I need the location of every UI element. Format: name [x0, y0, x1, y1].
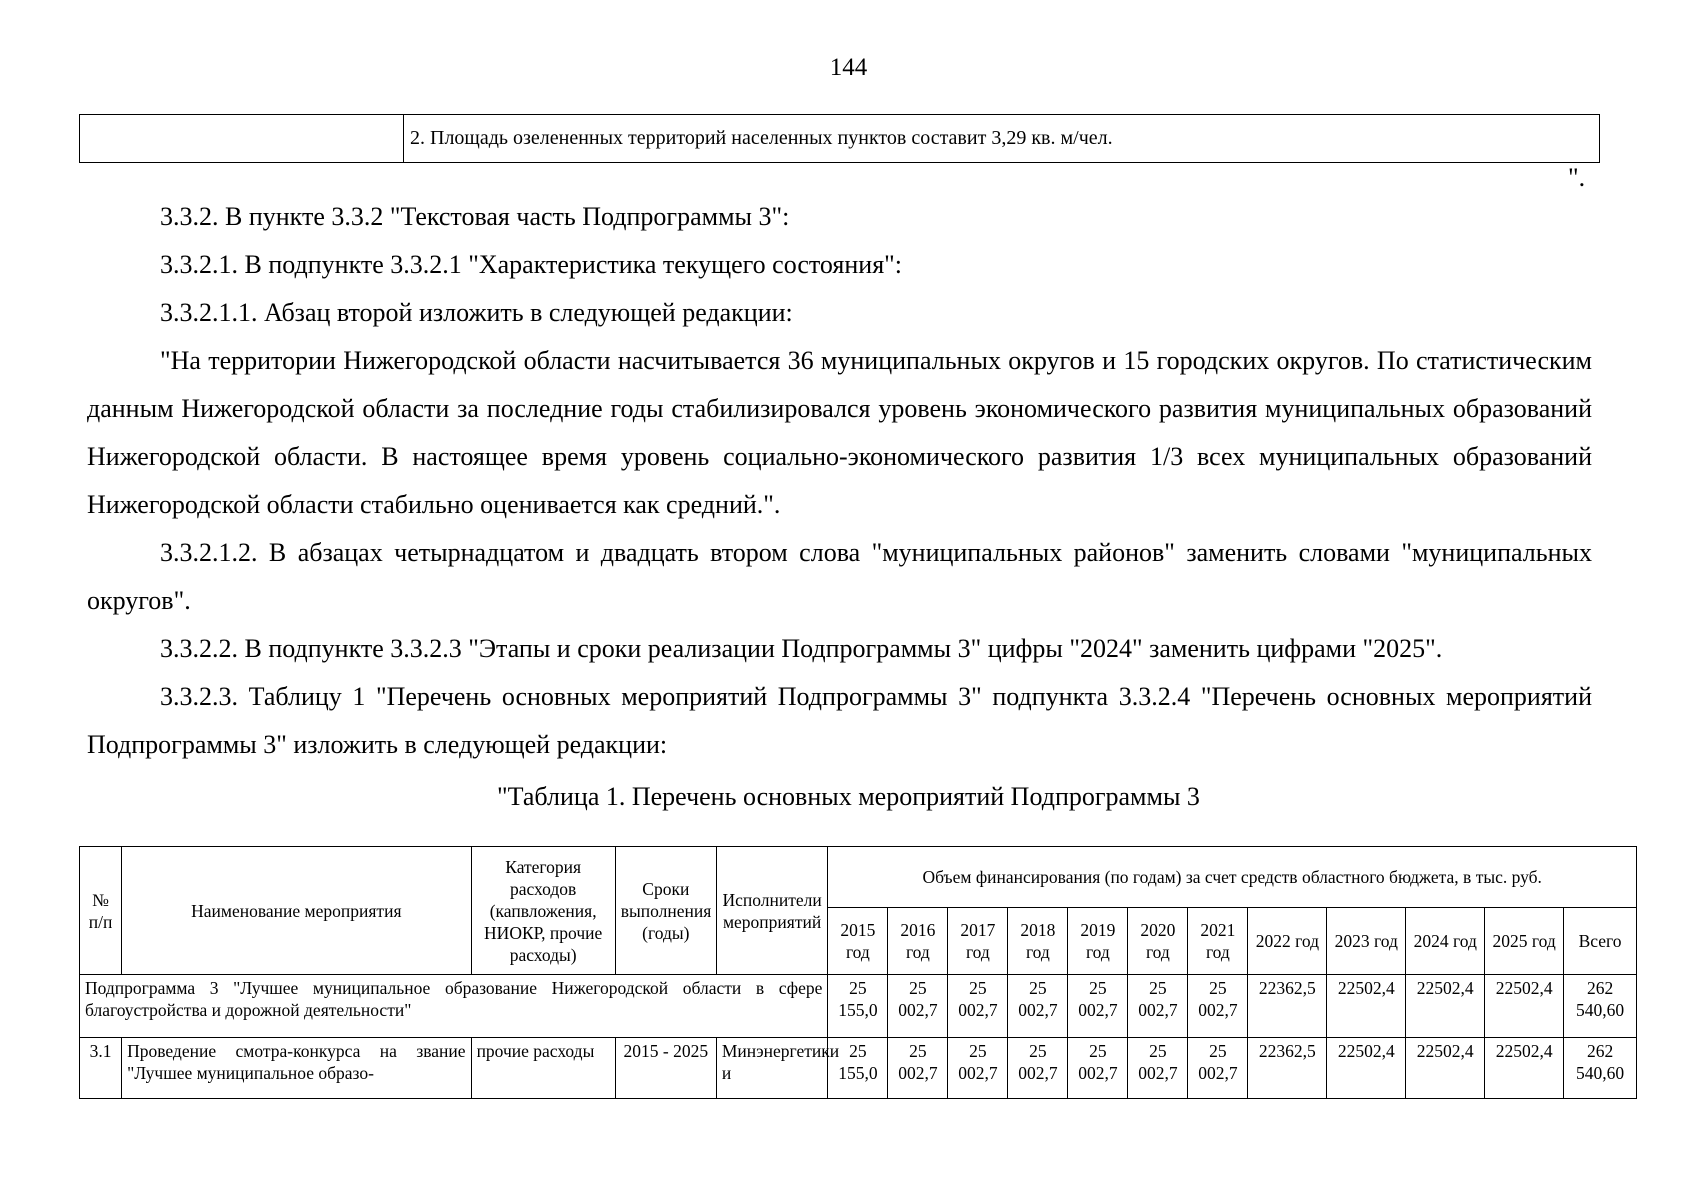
- table-row: [80, 1038, 1637, 1099]
- paragraph: 3.3.2.1. В подпункте 3.3.2.1 "Характеристика текущего состояния":: [160, 250, 903, 279]
- value-cell: 25 002,7: [1068, 1038, 1128, 1099]
- value-cell: 22502,4: [1406, 975, 1485, 1038]
- page-number: 144: [829, 54, 868, 81]
- value-cell: 22502,4: [1406, 1038, 1485, 1099]
- value-cell: 25 002,7: [1188, 1038, 1248, 1099]
- paragraph: 3.3.2.1.2. В абзацах четырнадцатом и двадцать втором слова "муниципальных районов" заменить словами "муниципальных округов".: [87, 538, 1592, 615]
- table-caption: "Таблица 1. Перечень основных мероприятий Подпрограммы 3: [497, 782, 1200, 811]
- document-body: [87, 193, 1592, 769]
- row-executors: Минэнергетики и: [716, 1038, 828, 1099]
- table-header-row: [80, 847, 1637, 908]
- value-cell: 25 002,7: [1128, 1038, 1188, 1099]
- value-cell: 22362,5: [1248, 1038, 1327, 1099]
- value-cell: 25 002,7: [1068, 975, 1128, 1038]
- measures-table: [79, 846, 1637, 1099]
- value-cell: 25 002,7: [888, 975, 948, 1038]
- header-terms: Сроки выполнения (годы): [615, 847, 716, 975]
- header-name: Наименование мероприятия: [122, 847, 471, 975]
- value-cell: 22502,4: [1485, 975, 1564, 1038]
- header-year: 2023 год: [1327, 908, 1406, 975]
- value-cell: 25 002,7: [948, 1038, 1008, 1099]
- header-year: 2019 год: [1068, 908, 1128, 975]
- row-num: 3.1: [80, 1038, 122, 1099]
- empty-cell: [80, 115, 404, 163]
- row-terms: 2015 - 2025: [615, 1038, 716, 1099]
- paragraph: 3.3.2.3. Таблицу 1 "Перечень основных мероприятий Подпрограммы 3" подпункта 3.3.2.4 "Перечень основных мероприятий Подпрограммы 3" изложить в следующей редакции:: [87, 682, 1592, 759]
- value-cell: 25 155,0: [828, 1038, 888, 1099]
- header-category: Категория расходов (капвложения, НИОКР, прочие расходы): [471, 847, 615, 975]
- paragraph: 3.3.2. В пункте 3.3.2 "Текстовая часть Подпрограммы 3":: [160, 202, 790, 231]
- total-cell: 262 540,60: [1564, 1038, 1637, 1099]
- header-num: № п/п: [80, 847, 122, 975]
- indicator-cell: 2. Площадь озелененных территорий населенных пунктов составит 3,29 кв. м/чел.: [404, 115, 1600, 163]
- header-financing: Объем финансирования (по годам) за счет средств областного бюджета, в тыс. руб.: [828, 847, 1637, 908]
- table-row: [80, 115, 1600, 163]
- header-year: 2024 год: [1406, 908, 1485, 975]
- value-cell: 25 002,7: [948, 975, 1008, 1038]
- total-cell: 262 540,60: [1564, 975, 1637, 1038]
- header-year: 2015 год: [828, 908, 888, 975]
- subprogram-title: Подпрограмма 3 "Лучшее муниципальное образование Нижегородской области в сфере благоустройства и дорожной деятельности": [80, 975, 828, 1038]
- value-cell: 25 002,7: [1008, 975, 1068, 1038]
- header-year: 2025 год: [1485, 908, 1564, 975]
- value-cell: 25 002,7: [1188, 975, 1248, 1038]
- header-year: 2020 год: [1128, 908, 1188, 975]
- paragraph: 3.3.2.2. В подпункте 3.3.2.3 "Этапы и сроки реализации Подпрограммы 3" цифры "2024" заменить цифрами "2025".: [160, 634, 1443, 663]
- header-year: 2016 год: [888, 908, 948, 975]
- header-total: Всего: [1564, 908, 1637, 975]
- row-name: Проведение смотра-конкурса на звание "Лучшее муниципальное образо-: [122, 1038, 471, 1099]
- paragraph: 3.3.2.1.1. Абзац второй изложить в следующей редакции:: [160, 298, 793, 327]
- value-cell: 22502,4: [1485, 1038, 1564, 1099]
- header-year: 2018 год: [1008, 908, 1068, 975]
- header-executors: Исполнители мероприятий: [716, 847, 828, 975]
- subprogram-row: [80, 975, 1637, 1038]
- value-cell: 22502,4: [1327, 1038, 1406, 1099]
- value-cell: 25 002,7: [1008, 1038, 1068, 1099]
- indicator-table: [79, 114, 1600, 163]
- header-year: 2022 год: [1248, 908, 1327, 975]
- value-cell: 25 155,0: [828, 975, 888, 1038]
- row-category: прочие расходы: [471, 1038, 615, 1099]
- paragraph: "На территории Нижегородской области насчитывается 36 муниципальных округов и 15 городских округов. По статистическим данным Нижегородской области за последние годы стабилизировался уровень экономического развития муниципальных образований Нижегородской области. В настоящее время уровень социально-экономического развития 1/3 всех муниципальных образований Нижегородской области стабильно оценивается как средний.".: [87, 346, 1592, 519]
- header-year: 2021 год: [1188, 908, 1248, 975]
- value-cell: 22362,5: [1248, 975, 1327, 1038]
- value-cell: 25 002,7: [1128, 975, 1188, 1038]
- value-cell: 22502,4: [1327, 975, 1406, 1038]
- closing-quote: ".: [1568, 163, 1586, 192]
- value-cell: 25 002,7: [888, 1038, 948, 1099]
- header-year: 2017 год: [948, 908, 1008, 975]
